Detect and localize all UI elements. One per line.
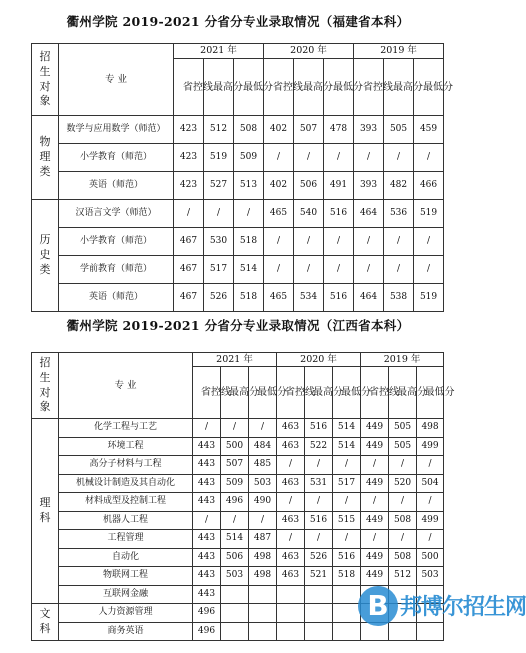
score-cell: / [417, 530, 444, 549]
score-cell [417, 622, 444, 641]
score-cell [361, 604, 389, 623]
score-cell: 449 [361, 548, 389, 567]
score-cell: 490 [249, 493, 277, 512]
score-cell [305, 622, 333, 641]
score-cell: / [324, 144, 354, 172]
score-cell: 443 [193, 474, 221, 493]
score-cell: 521 [305, 567, 333, 586]
score-cell: 516 [305, 419, 333, 438]
score-cell: 503 [417, 567, 444, 586]
score-cell: / [389, 456, 417, 475]
table-row [32, 511, 444, 530]
score-cell: 491 [324, 172, 354, 200]
score-cell: / [277, 530, 305, 549]
score-cell: 509 [221, 474, 249, 493]
table-row [32, 548, 444, 567]
major-cell: 数学与应用数学（师范） [59, 116, 174, 144]
subheader-control-line: 省控线 [361, 367, 389, 419]
table-row [32, 567, 444, 586]
score-cell: / [354, 228, 384, 256]
score-cell [417, 604, 444, 623]
score-cell: 526 [204, 284, 234, 312]
table1-title: 衢州学院 2019-2021 分省分专业录取情况（福建省本科） [66, 14, 410, 29]
score-cell: 463 [277, 567, 305, 586]
score-cell: 500 [221, 437, 249, 456]
category-header: 招生对象 [32, 353, 59, 419]
score-cell: 467 [174, 284, 204, 312]
table-row [32, 437, 444, 456]
score-cell: 512 [204, 116, 234, 144]
major-cell: 小学教育（师范） [59, 144, 174, 172]
score-cell [333, 622, 361, 641]
score-cell: 504 [417, 474, 444, 493]
score-cell: / [417, 493, 444, 512]
score-cell: / [414, 256, 444, 284]
score-cell: 443 [193, 456, 221, 475]
score-cell: 519 [414, 284, 444, 312]
score-cell [361, 622, 389, 641]
score-cell: / [294, 256, 324, 284]
score-cell: 464 [354, 200, 384, 228]
subheader-min-score: 最低分 [333, 367, 361, 419]
score-cell: / [174, 200, 204, 228]
score-cell: / [333, 530, 361, 549]
watermark-logo-icon: B [358, 586, 398, 626]
subheader-control-line: 省控线 [264, 59, 294, 116]
table-jiangxi [31, 352, 455, 641]
score-cell: 485 [249, 456, 277, 475]
score-cell: / [305, 456, 333, 475]
score-cell: 506 [221, 548, 249, 567]
subheader-max-score: 最高分 [384, 59, 414, 116]
category-header: 招生对象 [32, 44, 59, 116]
table-row [32, 604, 444, 623]
score-cell: / [249, 511, 277, 530]
score-cell: 496 [221, 493, 249, 512]
category-cell: 历史类 [32, 200, 59, 312]
score-cell: 513 [234, 172, 264, 200]
subheader-max-score: 最高分 [204, 59, 234, 116]
score-cell: 530 [204, 228, 234, 256]
subheader-min-score: 最低分 [249, 367, 277, 419]
score-cell: / [305, 530, 333, 549]
category-cell: 理科 [32, 419, 59, 604]
score-cell: 465 [264, 284, 294, 312]
major-header: 专 业 [59, 44, 174, 116]
score-cell: / [324, 256, 354, 284]
score-cell: 449 [361, 567, 389, 586]
score-cell: / [333, 493, 361, 512]
major-cell: 工程管理 [59, 530, 193, 549]
score-cell: 519 [204, 144, 234, 172]
score-cell [277, 622, 305, 641]
major-header: 专 业 [59, 353, 193, 419]
category-cell: 物理类 [32, 116, 59, 200]
score-cell: 487 [249, 530, 277, 549]
subheader-control-line: 省控线 [277, 367, 305, 419]
score-cell: 517 [204, 256, 234, 284]
table-fujian [31, 43, 454, 312]
table-row [32, 456, 444, 475]
score-cell: 402 [264, 172, 294, 200]
table2-body [32, 419, 444, 641]
score-cell: 518 [234, 284, 264, 312]
score-cell [249, 604, 277, 623]
score-cell: / [264, 256, 294, 284]
score-cell: / [277, 456, 305, 475]
score-cell [249, 622, 277, 641]
score-cell [361, 585, 389, 604]
score-cell: 507 [294, 116, 324, 144]
score-cell: 393 [354, 172, 384, 200]
score-cell: 467 [174, 228, 204, 256]
score-cell: 478 [324, 116, 354, 144]
major-cell: 英语（师范） [59, 172, 174, 200]
score-cell: / [294, 144, 324, 172]
score-cell [389, 622, 417, 641]
subheader-min-score: 最低分 [414, 59, 444, 116]
score-cell: / [354, 144, 384, 172]
score-cell: 463 [277, 548, 305, 567]
table-row [32, 116, 444, 144]
year-header: 2020 年 [264, 44, 354, 59]
subheader-max-score: 最高分 [305, 367, 333, 419]
score-cell: 505 [389, 419, 417, 438]
score-cell: 522 [305, 437, 333, 456]
score-cell: 508 [389, 548, 417, 567]
score-cell [333, 585, 361, 604]
major-cell: 化学工程与工艺 [59, 419, 193, 438]
score-cell: / [384, 228, 414, 256]
score-cell: 516 [305, 511, 333, 530]
major-cell: 学前教育（师范） [59, 256, 174, 284]
table-row [32, 585, 444, 604]
score-cell: 463 [277, 419, 305, 438]
score-cell: 498 [249, 567, 277, 586]
score-cell: 496 [193, 622, 221, 641]
score-cell: 500 [417, 548, 444, 567]
score-cell: 514 [234, 256, 264, 284]
table-row [32, 622, 444, 641]
score-cell [305, 604, 333, 623]
major-cell: 小学教育（师范） [59, 228, 174, 256]
score-cell [389, 585, 417, 604]
score-cell: 443 [193, 437, 221, 456]
subheader-max-score: 最高分 [389, 367, 417, 419]
score-cell: / [324, 228, 354, 256]
score-cell: 540 [294, 200, 324, 228]
table-row [32, 493, 444, 512]
year-header: 2020 年 [277, 353, 361, 367]
score-cell: 482 [384, 172, 414, 200]
score-cell: / [361, 493, 389, 512]
table-row [32, 172, 444, 200]
score-cell: / [264, 228, 294, 256]
score-cell: / [193, 511, 221, 530]
score-cell: 463 [277, 511, 305, 530]
subheader-min-score: 最低分 [417, 367, 444, 419]
subheader-max-score: 最高分 [294, 59, 324, 116]
score-cell: / [389, 530, 417, 549]
score-cell: / [221, 511, 249, 530]
major-cell: 材料成型及控制工程 [59, 493, 193, 512]
score-cell: 449 [361, 419, 389, 438]
score-cell: / [384, 144, 414, 172]
score-cell: 423 [174, 116, 204, 144]
score-cell: 516 [333, 548, 361, 567]
score-cell: 466 [414, 172, 444, 200]
score-cell: 496 [193, 604, 221, 623]
major-cell: 商务英语 [59, 622, 193, 641]
score-cell: 484 [249, 437, 277, 456]
year-header: 2021 年 [174, 44, 264, 59]
score-cell: 534 [294, 284, 324, 312]
table-row [32, 200, 444, 228]
score-cell: / [333, 456, 361, 475]
score-cell [277, 604, 305, 623]
major-cell: 人力资源管理 [59, 604, 193, 623]
table1-body [32, 116, 444, 312]
score-cell: 518 [234, 228, 264, 256]
score-cell: 509 [234, 144, 264, 172]
score-cell: / [249, 419, 277, 438]
major-cell: 高分子材料与工程 [59, 456, 193, 475]
score-cell: / [234, 200, 264, 228]
score-cell: 536 [384, 200, 414, 228]
score-cell: / [414, 144, 444, 172]
score-cell: 463 [277, 437, 305, 456]
score-cell: 519 [414, 200, 444, 228]
score-cell [389, 604, 417, 623]
score-cell: 507 [221, 456, 249, 475]
score-cell: / [204, 200, 234, 228]
score-cell [333, 604, 361, 623]
score-cell: / [361, 456, 389, 475]
table-row [32, 419, 444, 438]
score-cell: / [294, 228, 324, 256]
subheader-min-score: 最低分 [324, 59, 354, 116]
score-cell: 393 [354, 116, 384, 144]
score-cell: 443 [193, 548, 221, 567]
score-cell: 463 [277, 474, 305, 493]
score-cell: 499 [417, 511, 444, 530]
score-cell: 459 [414, 116, 444, 144]
major-cell: 机器人工程 [59, 511, 193, 530]
score-cell: / [361, 530, 389, 549]
major-cell: 英语（师范） [59, 284, 174, 312]
score-cell [221, 585, 249, 604]
score-cell [249, 585, 277, 604]
score-cell: 505 [389, 437, 417, 456]
score-cell [277, 585, 305, 604]
score-cell: 449 [361, 511, 389, 530]
score-cell: 423 [174, 172, 204, 200]
score-cell: / [221, 419, 249, 438]
score-cell: / [277, 493, 305, 512]
table-row [32, 144, 444, 172]
score-cell: 512 [389, 567, 417, 586]
score-cell: 527 [204, 172, 234, 200]
score-cell: 503 [249, 474, 277, 493]
score-cell: 505 [384, 116, 414, 144]
table-row [32, 256, 444, 284]
score-cell: / [389, 493, 417, 512]
score-cell: 449 [361, 437, 389, 456]
score-cell: / [264, 144, 294, 172]
score-cell: 518 [333, 567, 361, 586]
year-header: 2019 年 [361, 353, 444, 367]
score-cell: 526 [305, 548, 333, 567]
major-cell: 互联网金融 [59, 585, 193, 604]
table-row [32, 530, 444, 549]
score-cell: 465 [264, 200, 294, 228]
subheader-max-score: 最高分 [221, 367, 249, 419]
score-cell: 515 [333, 511, 361, 530]
score-cell: 467 [174, 256, 204, 284]
score-cell: 443 [193, 567, 221, 586]
major-cell: 物联网工程 [59, 567, 193, 586]
score-cell: / [305, 493, 333, 512]
score-cell: / [414, 228, 444, 256]
score-cell: 516 [324, 200, 354, 228]
major-cell: 汉语言文学（师范） [59, 200, 174, 228]
table-row [32, 284, 444, 312]
score-cell [221, 622, 249, 641]
score-cell: 423 [174, 144, 204, 172]
score-cell: 498 [417, 419, 444, 438]
score-cell: 531 [305, 474, 333, 493]
score-cell: 516 [324, 284, 354, 312]
score-cell: / [417, 456, 444, 475]
score-cell: 514 [333, 437, 361, 456]
score-cell: 538 [384, 284, 414, 312]
score-cell: 498 [249, 548, 277, 567]
score-cell [221, 604, 249, 623]
score-cell: 514 [221, 530, 249, 549]
score-cell: 506 [294, 172, 324, 200]
subheader-control-line: 省控线 [354, 59, 384, 116]
score-cell: 503 [221, 567, 249, 586]
watermark-text: 邦博尔招生网 [400, 595, 526, 620]
table2-title: 衢州学院 2019-2021 分省分专业录取情况（江西省本科） [66, 318, 410, 333]
score-cell: 443 [193, 493, 221, 512]
category-cell: 文科 [32, 604, 59, 641]
subheader-min-score: 最低分 [234, 59, 264, 116]
score-cell: / [193, 419, 221, 438]
score-cell: 443 [193, 530, 221, 549]
score-cell: 443 [193, 585, 221, 604]
table-row [32, 474, 444, 493]
year-header: 2019 年 [354, 44, 444, 59]
score-cell [305, 585, 333, 604]
score-cell: 402 [264, 116, 294, 144]
year-header: 2021 年 [193, 353, 277, 367]
score-cell: 508 [389, 511, 417, 530]
score-cell: 499 [417, 437, 444, 456]
score-cell [417, 585, 444, 604]
score-cell: 464 [354, 284, 384, 312]
subheader-control-line: 省控线 [174, 59, 204, 116]
score-cell: 520 [389, 474, 417, 493]
score-cell: 449 [361, 474, 389, 493]
score-cell: / [354, 256, 384, 284]
score-cell: 508 [234, 116, 264, 144]
subheader-control-line: 省控线 [193, 367, 221, 419]
major-cell: 机械设计制造及其自动化 [59, 474, 193, 493]
major-cell: 自动化 [59, 548, 193, 567]
score-cell: / [384, 256, 414, 284]
table-row [32, 228, 444, 256]
score-cell: 514 [333, 419, 361, 438]
score-cell: 517 [333, 474, 361, 493]
major-cell: 环境工程 [59, 437, 193, 456]
